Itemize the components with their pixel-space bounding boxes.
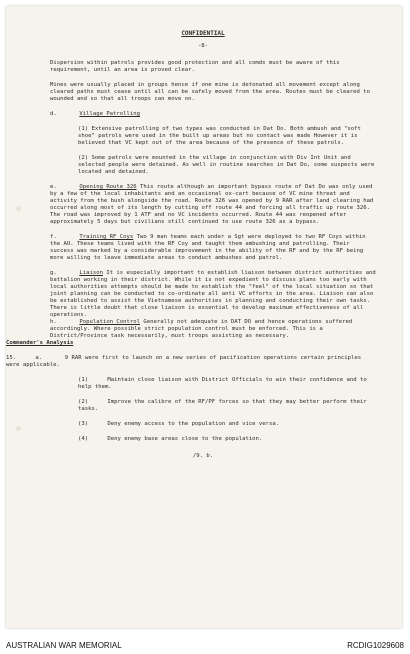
classification-header: CONFIDENTIAL bbox=[181, 30, 225, 37]
footer-source: AUSTRALIAN WAR MEMORIAL bbox=[6, 641, 122, 650]
section-g-label: g. bbox=[50, 270, 57, 276]
section-f-label: f. bbox=[50, 234, 57, 240]
section-h-label: h. bbox=[50, 319, 57, 325]
analysis-item bbox=[30, 399, 376, 413]
section-e-text: This route although an important bypass route of Dat Do was only used by a few of the local inhabitants and an occasional ox-cart because of VC mine threat and activity from the bush alongside the road. Route 326 was opened by 9 RAR after land clearing had occurred along most of its length by cutting off route 44 and forcing all traffic up route 326. The road was improved by 1 ATF and no VC incidents occurred. Route 44 was reopened after approximately 5 days but civilians still continued to use route 326 as a bypass. bbox=[50, 184, 374, 225]
analysis-item-number: (3) bbox=[78, 421, 89, 427]
punch-hole bbox=[16, 206, 21, 211]
analysis-item-text: Deny enemy access to the population and vice versa. bbox=[107, 421, 280, 427]
section-d-title: Village Patrolling bbox=[79, 111, 140, 117]
punch-hole bbox=[16, 426, 21, 431]
section-h-title: Population Control bbox=[79, 319, 140, 325]
section-f-text: Two 9 man teams each under a Sgt were deployed to two RF Coys within the AO. These teams lived with the RF Coy and taught them ambushing and patrolling. Their success was marked by a considerable improvement in the ability of the RF and by the RF being more willing to leave immediate areas to conduct ambushes and patrol. bbox=[50, 234, 366, 261]
commanders-analysis-title: Commander's Analysis bbox=[6, 340, 74, 346]
analysis-item-number: (4) bbox=[78, 436, 89, 442]
footer-record-id: RCDIG1029608 bbox=[347, 641, 404, 650]
document-body bbox=[6, 30, 376, 460]
section-e-title: Opening Route 326 bbox=[79, 184, 137, 190]
analysis-item-number: (1) bbox=[78, 377, 89, 383]
analysis-item-number: (2) bbox=[78, 399, 89, 405]
analysis-item-text: Deny enemy base areas close to the population. bbox=[107, 436, 263, 442]
section-e bbox=[30, 184, 376, 226]
para-dispersion: Dispersion within patrols provides good protection and all comds must be aware of this requirement, until an area is proved clear. bbox=[50, 60, 340, 73]
analysis-item-text: Improve the calibre of the RF/PF forces so that they may better perform their tasks. bbox=[78, 399, 367, 412]
analysis-item bbox=[30, 421, 376, 428]
section-h-text: Generally not adequate in DAT DO and hence operations suffered accordingly. Where possible strict population control must be enforced. This is a District/Province task necessarily, must troops assisting as necessary. bbox=[50, 319, 353, 339]
para-15a-text: 9 RAR were first to launch on a new series of pacification operations certain principles were applicable. bbox=[6, 355, 362, 368]
section-d-item-2: (2) Some patrols were mounted in the village in conjunction with Div Int Unit and selected people were detained. As well in routine searches in Dat Do, some suspects were located and detained. bbox=[78, 155, 375, 175]
section-g-title: Liaison bbox=[79, 270, 103, 276]
section-d-label: d. bbox=[50, 111, 57, 117]
footer-bar bbox=[0, 638, 410, 654]
para-15a-label: a. bbox=[35, 355, 43, 361]
section-g-text: It is especially important to establish liaison between district authorities and battalion working in their district. While it is not expedient to discuss plans too early with local authorities attempts should be made to establish the "feel" of the local situation so that joint planning can be conducted to co-ordinate all anti VC efforts in the area. Liaison can also be established to assist the Vietnamese authorities in planning and conducting their own tasks. There is little doubt that close liaison is essential to develop maximum effectiveness of all operations. bbox=[50, 270, 376, 318]
section-d-item-1: (1) Extensive patrolling of two types was conducted in Dat Do. Both ambush and "soft shoe" patrols were used in the built up areas but no contact was made However it is believed that VC kept out of the area because of the presence of these patrols. bbox=[78, 126, 361, 146]
para-15 bbox=[6, 355, 376, 369]
section-g bbox=[30, 270, 376, 319]
analysis-item-text: Maintain close liaison with District Officials to win their confidence and to help them. bbox=[78, 377, 367, 390]
section-d-heading bbox=[30, 111, 376, 118]
page-number: -8- bbox=[197, 43, 209, 49]
section-f-title: Training RF Coys bbox=[79, 234, 134, 240]
section-e-label: e. bbox=[50, 184, 57, 190]
analysis-item bbox=[30, 377, 376, 391]
section-f bbox=[30, 234, 376, 262]
analysis-item bbox=[30, 436, 376, 443]
continuation-marker: /9. b. bbox=[192, 453, 214, 459]
para-mines: Mines were usually placed in groups hence if one mine is detonated all movement except along cleared paths must cease until all can be safely moved from the area. Routes must be cleared to wounded and so that all troops can move on. bbox=[50, 82, 370, 102]
para-15-number: 15. bbox=[6, 355, 17, 361]
section-h bbox=[30, 319, 376, 340]
